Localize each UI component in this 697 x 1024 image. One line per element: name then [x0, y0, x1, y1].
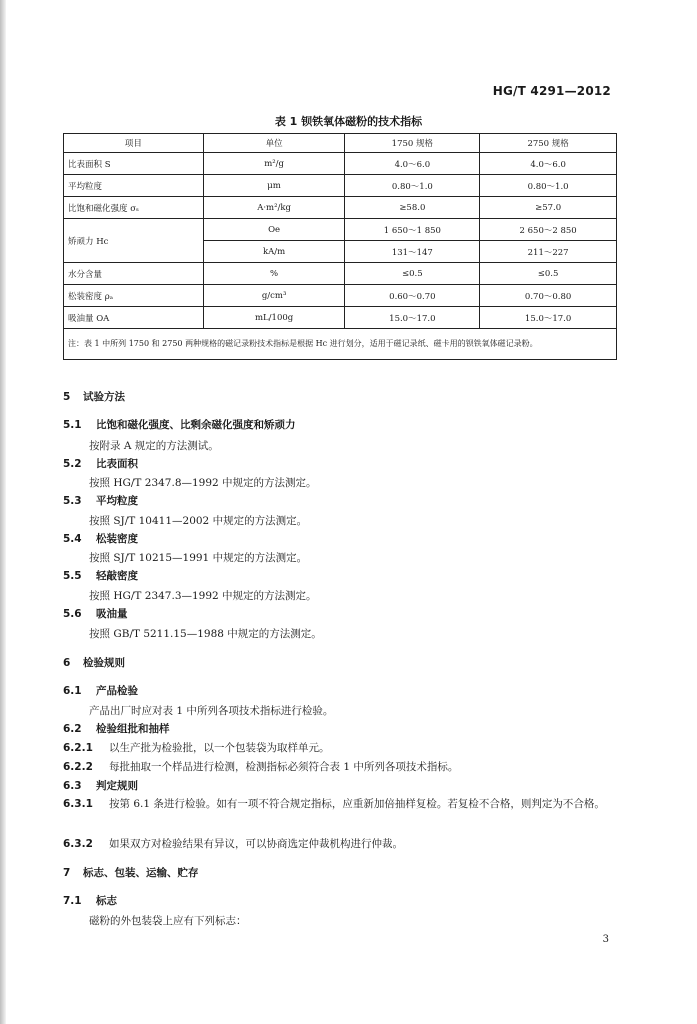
section-text: 如果双方对检验结果有异议，可以协商选定仲裁机构进行仲裁。	[109, 838, 403, 850]
page-number: 3	[602, 934, 609, 945]
section-6-2-heading	[63, 722, 170, 736]
row-2750: ≤0.5	[480, 263, 617, 285]
row-1750: 15.0～17.0	[345, 307, 480, 329]
section-number: 5.5	[63, 570, 82, 582]
section-number: 6.2.2	[63, 761, 93, 773]
table-row	[64, 263, 617, 285]
row-2750: 4.0～6.0	[480, 153, 617, 175]
section-6-2-1	[63, 741, 330, 755]
row-item: 矫顽力 Hc	[64, 219, 204, 263]
section-number: 7	[63, 867, 71, 879]
row-1750: 1 650～1 850	[345, 219, 480, 241]
header-1750: 1750 规格	[345, 134, 480, 153]
row-unit: g/cm³	[203, 285, 345, 307]
section-number: 5.1	[63, 419, 82, 431]
section-title: 吸油量	[96, 608, 128, 620]
section-title: 标志	[96, 895, 117, 907]
row-2750: 15.0～17.0	[480, 307, 617, 329]
section-5-2-body: 按照 HG/T 2347.8—1992 中规定的方法测定。	[89, 477, 317, 489]
row-unit: %	[203, 263, 345, 285]
section-7-heading	[63, 866, 199, 880]
document-code: HG/T 4291—2012	[492, 84, 611, 98]
row-unit: μm	[203, 175, 345, 197]
section-6-heading	[63, 656, 125, 670]
row-1750: ≥58.0	[345, 197, 480, 219]
table-row	[64, 307, 617, 329]
section-5-2-heading	[63, 457, 138, 471]
row-item: 比饱和磁化强度 σₛ	[64, 197, 204, 219]
row-2750: 2 650～2 850	[480, 219, 617, 241]
table-header-row	[64, 134, 617, 153]
section-7-1-body: 磁粉的外包装袋上应有下列标志：	[89, 915, 247, 927]
section-number: 6.2.1	[63, 742, 93, 754]
header-item: 项目	[64, 134, 204, 153]
spec-table	[63, 133, 617, 360]
section-number: 5.3	[63, 495, 82, 507]
header-2750: 2750 规格	[480, 134, 617, 153]
row-item: 水分含量	[64, 263, 204, 285]
section-title: 比饱和磁化强度、比剩余磁化强度和矫顽力	[96, 419, 296, 431]
section-number: 5	[63, 391, 71, 403]
table-title: 表 1 钡铁氧体磁粉的技术指标	[274, 115, 423, 128]
section-6-3-2	[63, 837, 403, 851]
row-1750: 4.0～6.0	[345, 153, 480, 175]
row-1750: 131～147	[345, 241, 480, 263]
section-5-6-body: 按照 GB/T 5211.15—1988 中规定的方法测定。	[89, 628, 322, 640]
row-unit: A·m²/kg	[203, 197, 345, 219]
row-2750: ≥57.0	[480, 197, 617, 219]
section-5-6-heading	[63, 607, 128, 621]
section-title: 检验规则	[83, 657, 125, 669]
section-title: 试验方法	[83, 391, 125, 403]
section-7-1-heading	[63, 894, 117, 908]
section-5-4-body: 按照 SJ/T 10215—1991 中规定的方法测定。	[89, 552, 308, 564]
row-unit: Oe	[203, 219, 345, 241]
section-text: 每批抽取一个样品进行检测，检测指标必须符合表 1 中所列各项技术指标。	[109, 761, 459, 773]
row-1750: ≤0.5	[345, 263, 480, 285]
row-unit: kA/m	[203, 241, 345, 263]
row-2750: 211～227	[480, 241, 617, 263]
section-title: 标志、包装、运输、贮存	[83, 867, 199, 879]
row-item: 平均粒度	[64, 175, 204, 197]
table-row	[64, 175, 617, 197]
section-number: 6	[63, 657, 71, 669]
scan-edge	[0, 0, 6, 1024]
section-6-2-2	[63, 760, 458, 774]
section-6-1-heading	[63, 684, 138, 698]
row-1750: 0.60～0.70	[345, 285, 480, 307]
row-1750: 0.80～1.0	[345, 175, 480, 197]
section-title: 产品检验	[96, 685, 138, 697]
section-5-5-body: 按照 HG/T 2347.3—1992 中规定的方法测定。	[89, 590, 317, 602]
section-title: 轻敲密度	[96, 570, 138, 582]
table-note-row	[64, 329, 617, 360]
table-note: 注：表 1 中所列 1750 和 2750 两种规格的磁记录粉技术指标是根据 Hc 进行划分，适用于磁记录纸、磁卡用的钡铁氧体磁记录粉。	[64, 329, 617, 360]
section-6-3-heading	[63, 779, 138, 793]
section-5-1-heading	[63, 418, 296, 432]
row-item: 比表面积 S	[64, 153, 204, 175]
section-title: 松装密度	[96, 533, 138, 545]
section-5-5-heading	[63, 569, 138, 583]
table-row	[64, 219, 617, 241]
section-5-3-body: 按照 SJ/T 10411—2002 中规定的方法测定。	[89, 515, 308, 527]
section-number: 6.3.1	[63, 798, 93, 810]
header-unit: 单位	[203, 134, 345, 153]
table-row	[64, 285, 617, 307]
section-number: 6.3.2	[63, 838, 93, 850]
section-text: 按第 6.1 条进行检验。如有一项不符合规定指标，应重新加倍抽样复检。若复检不合格，则判定为不合格。	[109, 798, 605, 810]
row-2750: 0.70～0.80	[480, 285, 617, 307]
section-number: 6.2	[63, 723, 82, 735]
section-number: 6.1	[63, 685, 82, 697]
section-title: 判定规则	[96, 780, 138, 792]
row-unit: m²/g	[203, 153, 345, 175]
section-number: 7.1	[63, 895, 82, 907]
section-6-3-1	[63, 794, 619, 815]
section-title: 检验组批和抽样	[96, 723, 170, 735]
section-number: 5.6	[63, 608, 82, 620]
row-item: 吸油量 OA	[64, 307, 204, 329]
section-number: 5.2	[63, 458, 82, 470]
table-row	[64, 153, 617, 175]
section-title: 比表面积	[96, 458, 138, 470]
section-6-1-body: 产品出厂时应对表 1 中所列各项技术指标进行检验。	[89, 705, 334, 717]
section-number: 6.3	[63, 780, 82, 792]
row-unit: mL/100g	[203, 307, 345, 329]
section-5-heading	[63, 390, 125, 404]
row-item: 松装密度 ρₐ	[64, 285, 204, 307]
section-number: 5.4	[63, 533, 82, 545]
section-text: 以生产批为检验批，以一个包装袋为取样单元。	[109, 742, 330, 754]
table-row	[64, 197, 617, 219]
section-5-1-body: 按附录 A 规定的方法测试。	[89, 440, 219, 452]
section-title: 平均粒度	[96, 495, 138, 507]
row-2750: 0.80～1.0	[480, 175, 617, 197]
section-5-3-heading	[63, 494, 138, 508]
section-5-4-heading	[63, 532, 138, 546]
